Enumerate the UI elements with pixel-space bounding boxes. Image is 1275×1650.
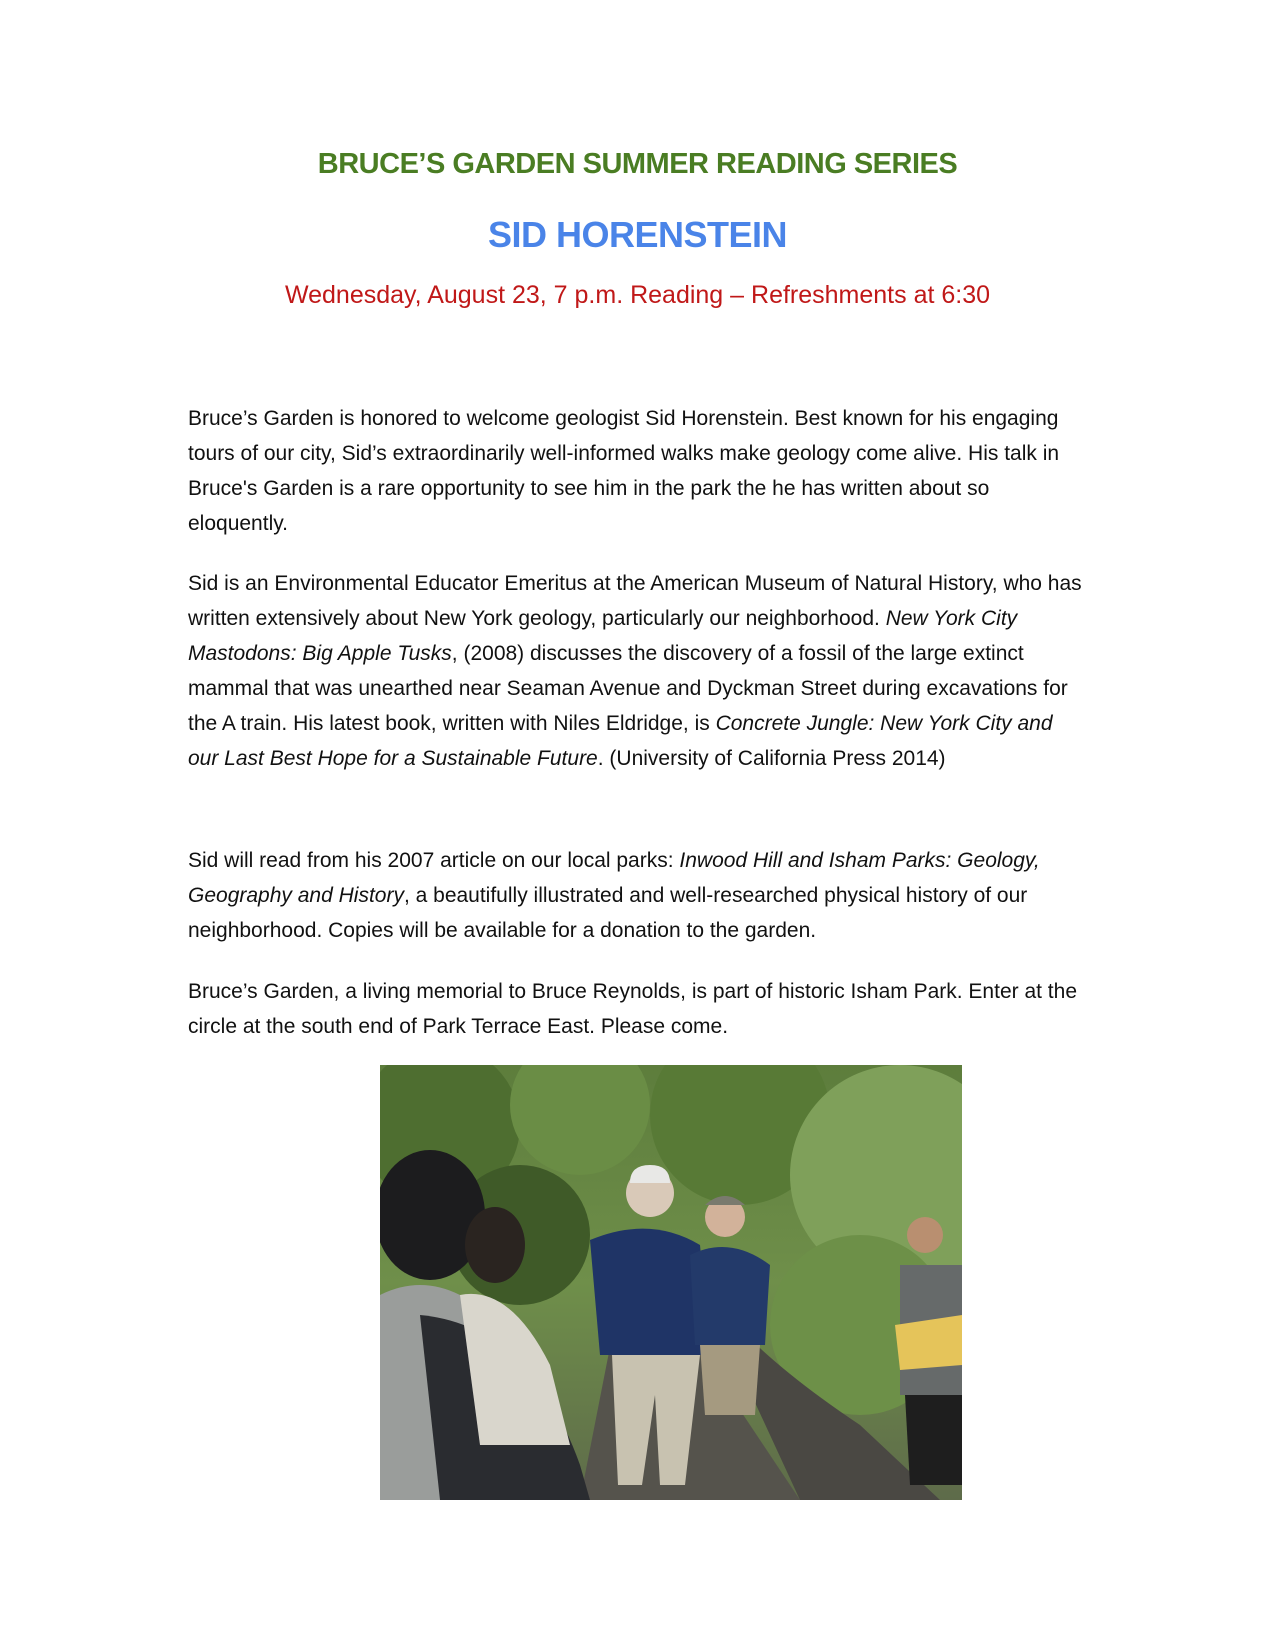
paragraph-intro-text: Bruce’s Garden is honored to welcome geologist Sid Horenstein. Best known for his engaging tours of our city, Sid’s extraordinarily well-informed walks make geology come alive. His talk in Bruce's Garden is a rare opportunity to see him in the park the he has written about so eloquently. (188, 407, 1060, 535)
paragraph-location-text: Bruce’s Garden, a living memorial to Bruce Reynolds, is part of historic Isham Park. Enter at the circle at the south end of Park Terrace East. Please come. (188, 980, 1077, 1038)
reading-text-a: Sid will read from his 2007 article on our local parks: (188, 849, 680, 872)
paragraph-bio-text (188, 566, 1088, 776)
paragraph-reading (188, 843, 1088, 948)
article-title: Inwood Hill and Isham Parks: Geology, Geography and History (188, 849, 1040, 907)
series-title: BRUCE’S GARDEN SUMMER READING SERIES (317, 148, 958, 180)
paragraph-intro (188, 401, 1088, 541)
event-date-line: Wednesday, August 23, 7 p.m. Reading – Refreshments at 6:30 (284, 281, 991, 309)
book-title-concrete-jungle: Concrete Jungle: New York City and our Last Best Hope for a Sustainable Future (188, 712, 1053, 770)
bio-text-b: , (2008) discusses the discovery of a fossil of the large extinct mammal that was unearthed near Seaman Avenue and Dyckman Street during excavations for the A train. His latest book, written with Niles Eldridge, is (188, 642, 1068, 735)
paragraph-reading-text (188, 843, 1088, 948)
book-title-mastodons: New York City Mastodons: Big Apple Tusks (188, 607, 1018, 665)
paragraph-location (188, 974, 1088, 1044)
speaker-name: SID HORENSTEIN (487, 214, 788, 255)
paragraph-bio (188, 566, 1088, 776)
reading-text-b: , a beautifully illustrated and well-researched physical history of our neighborhood. Copies will be available for a donation to the garden. (188, 884, 1028, 942)
event-photo (380, 1065, 962, 1500)
bio-text-c: . (University of California Press 2014) (597, 747, 946, 770)
bio-text-a: Sid is an Environmental Educator Emeritus at the American Museum of Natural History, who has written extensively about New York geology, particularly our neighborhood. (188, 572, 1082, 630)
photo-group-walk-icon (380, 1065, 962, 1500)
